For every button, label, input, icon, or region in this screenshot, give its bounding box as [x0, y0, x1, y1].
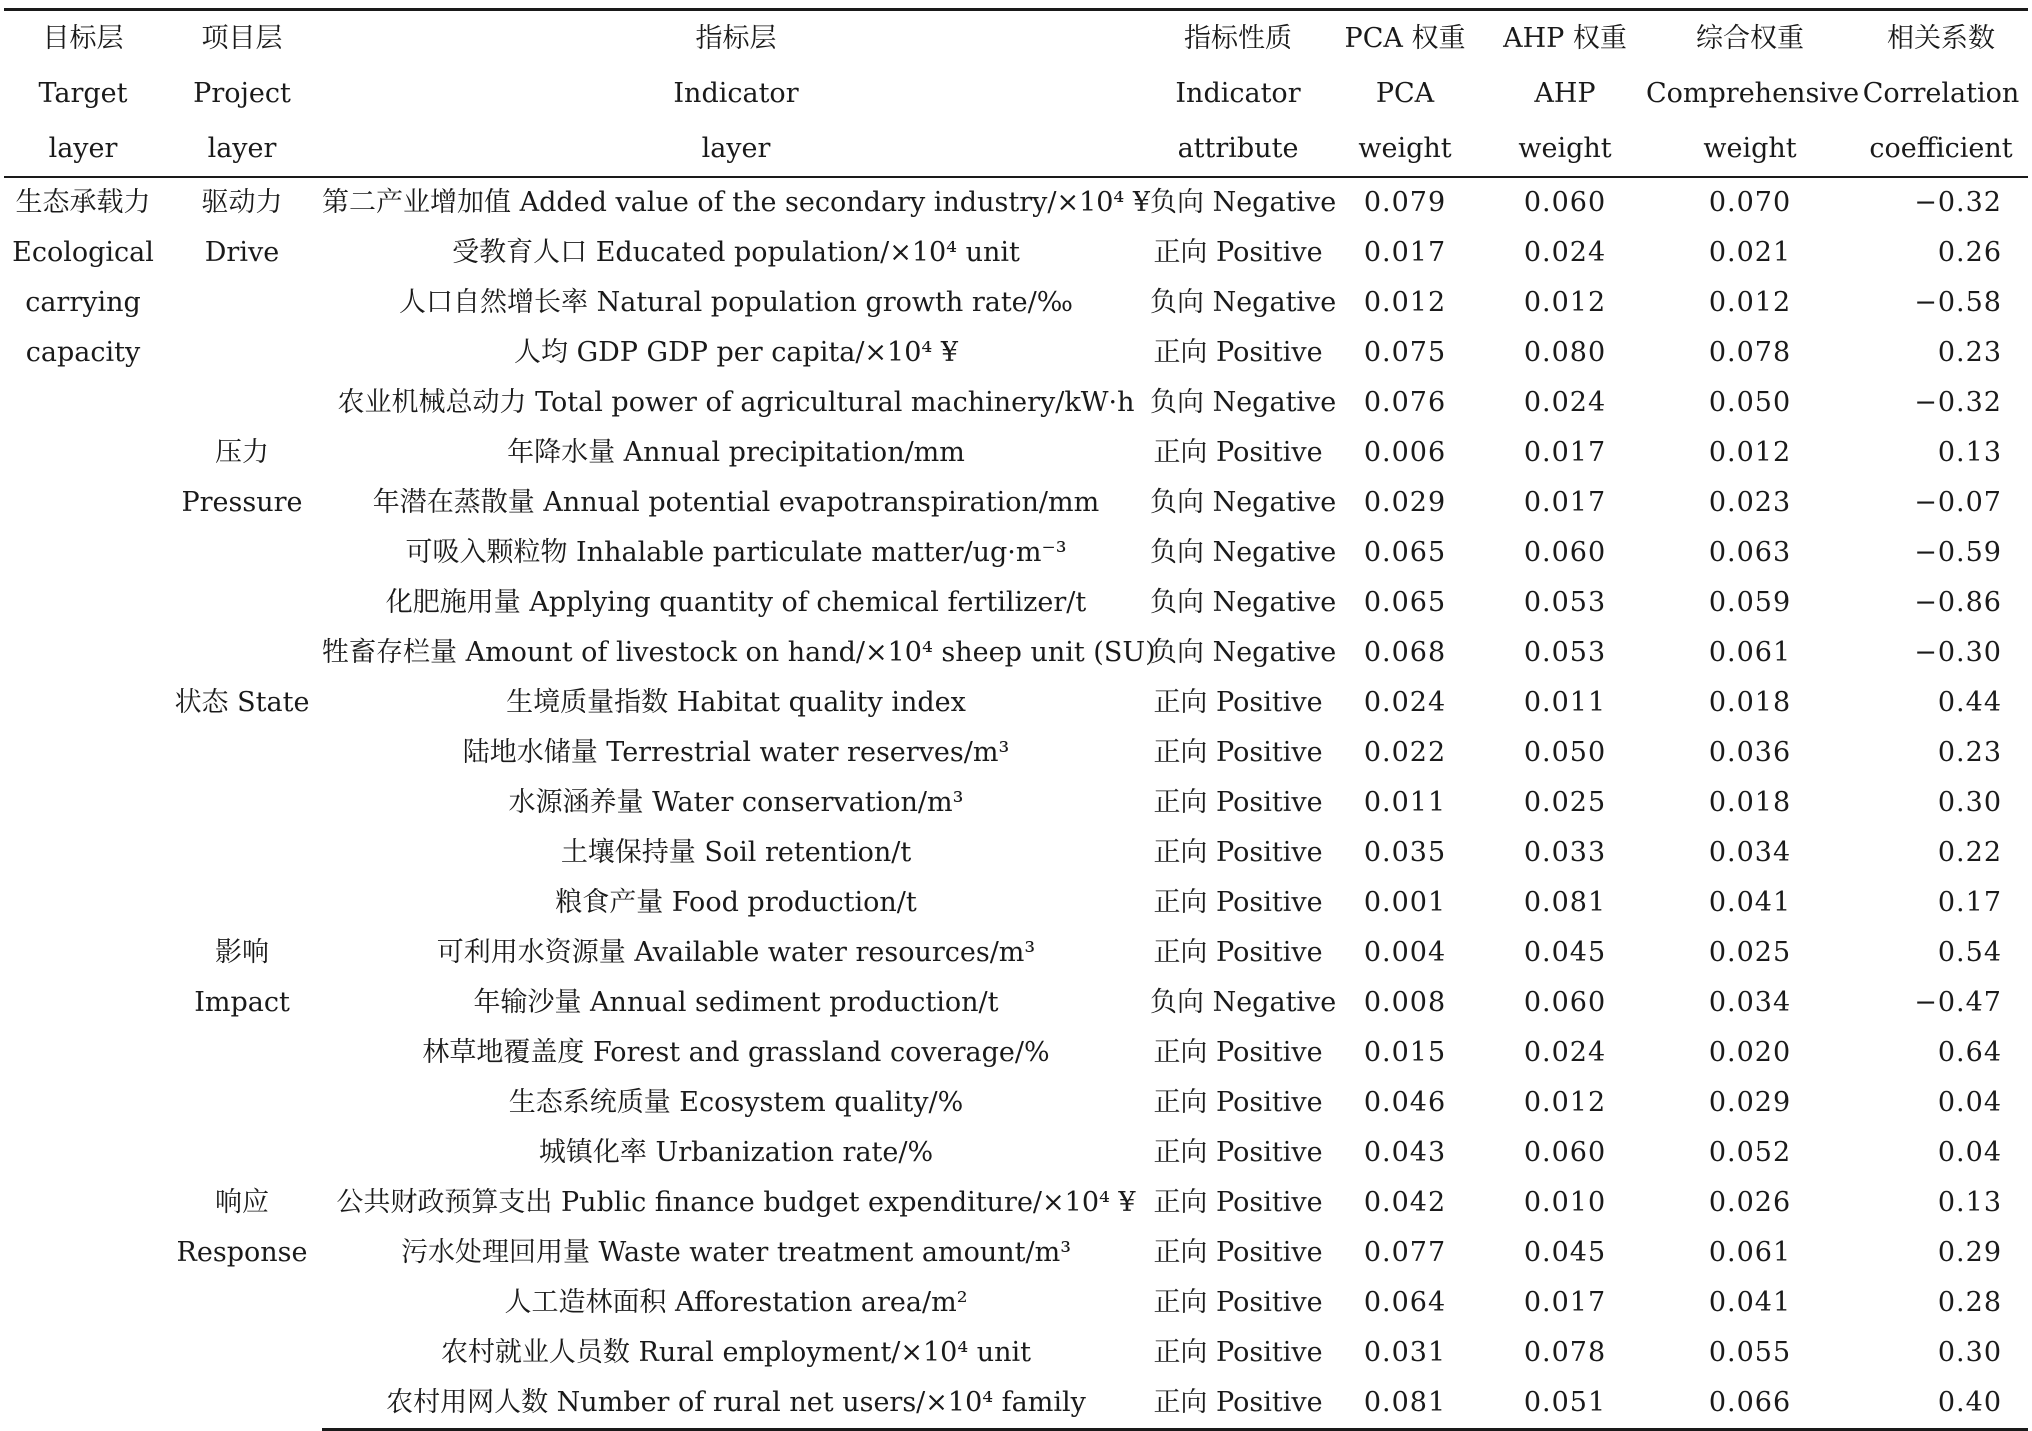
ahp-cell: 0.012 [1523, 287, 1607, 318]
correlation-cell: 0.04 [1937, 1137, 2002, 1168]
pca-cell: 0.031 [1363, 1337, 1447, 1368]
indicator-cell: 年输沙量 Annual sediment production/t [473, 987, 999, 1018]
header-ahp-weight: AHP 权重 AHP weight [1484, 10, 1646, 178]
header-comprehensive-weight: 综合权重 Comprehensive weight [1646, 10, 1854, 178]
pca-cell: 0.035 [1363, 837, 1447, 868]
indicator-cell: 林草地覆盖度 Forest and grassland coverage/% [422, 1037, 1050, 1068]
pca-cell: 0.077 [1363, 1237, 1447, 1268]
correlation-cell: 0.44 [1937, 687, 2002, 718]
indicator-cell: 年潜在蒸散量 Annual potential evapotranspiration/mm [372, 487, 1100, 518]
correlation-cell: 0.26 [1937, 237, 2002, 268]
ahp-cell: 0.017 [1523, 1287, 1607, 1318]
indicator-cell: 人口自然增长率 Natural population growth rate/‰ [399, 287, 1073, 318]
correlation-cell: 0.13 [1937, 437, 2002, 468]
correlation-cell: 0.40 [1854, 1378, 2028, 1430]
indicator-cell: 第二产业增加值 Added value of the secondary industry/×10⁴ ¥ [322, 187, 1151, 218]
attribute-cell: 正向 Positive [1153, 1137, 1323, 1168]
comprehensive-cell: 0.020 [1708, 1037, 1792, 1068]
indicator-cell: 可吸入颗粒物 Inhalable particulate matter/ug·m⁻³ [405, 537, 1067, 568]
comprehensive-cell: 0.034 [1708, 987, 1792, 1018]
attribute-cell: 正向 Positive [1153, 887, 1323, 918]
attribute-cell: 正向 Positive [1150, 1378, 1326, 1430]
indicator-cell: 农业机械总动力 Total power of agricultural machinery/kW·h [337, 387, 1135, 418]
attribute-cell: 正向 Positive [1153, 837, 1323, 868]
pca-cell: 0.065 [1363, 537, 1447, 568]
attribute-cell: 正向 Positive [1153, 437, 1323, 468]
correlation-cell: 0.23 [1937, 337, 2002, 368]
pca-cell: 0.076 [1363, 387, 1447, 418]
ahp-cell: 0.024 [1523, 237, 1607, 268]
ahp-cell: 0.045 [1523, 1237, 1607, 1268]
correlation-cell: 0.04 [1937, 1087, 2002, 1118]
indicator-weight-table [4, 8, 2028, 1431]
attribute-cell: 正向 Positive [1153, 1287, 1323, 1318]
correlation-cell: 0.22 [1937, 837, 2002, 868]
target-layer-cell: 生态承载力 Ecological carrying capacity [12, 187, 154, 368]
attribute-cell: 负向 Negative [1150, 587, 1337, 618]
project-pressure-cell: 压力 Pressure [181, 437, 303, 518]
indicator-cell: 人工造林面积 Afforestation area/m² [504, 1287, 968, 1318]
correlation-cell: 0.29 [1937, 1237, 2002, 1268]
ahp-cell: 0.060 [1523, 537, 1607, 568]
pca-cell: 0.079 [1363, 187, 1447, 218]
comprehensive-cell: 0.012 [1708, 437, 1792, 468]
pca-cell: 0.064 [1363, 1287, 1447, 1318]
indicator-cell: 生态系统质量 Ecosystem quality/% [508, 1087, 964, 1118]
attribute-cell: 正向 Positive [1153, 1237, 1323, 1268]
attribute-cell: 负向 Negative [1150, 537, 1337, 568]
comprehensive-cell: 0.070 [1708, 187, 1792, 218]
table-row [4, 177, 2028, 228]
attribute-cell: 正向 Positive [1153, 1187, 1323, 1218]
attribute-cell: 正向 Positive [1153, 237, 1323, 268]
ahp-cell: 0.060 [1523, 1137, 1607, 1168]
indicator-cell: 人均 GDP GDP per capita/×10⁴ ¥ [513, 337, 958, 368]
comprehensive-cell: 0.066 [1646, 1378, 1854, 1430]
comprehensive-cell: 0.041 [1708, 1287, 1792, 1318]
indicator-cell: 城镇化率 Urbanization rate/% [538, 1137, 934, 1168]
attribute-cell: 负向 Negative [1150, 637, 1337, 668]
indicator-cell: 水源涵养量 Water conservation/m³ [508, 787, 964, 818]
attribute-cell: 负向 Negative [1150, 987, 1337, 1018]
correlation-cell: 0.13 [1937, 1187, 2002, 1218]
attribute-cell: 正向 Positive [1153, 687, 1323, 718]
correlation-cell: −0.32 [1914, 387, 2002, 418]
attribute-cell: 正向 Positive [1153, 787, 1323, 818]
indicator-cell: 污水处理回用量 Waste water treatment amount/m³ [400, 1237, 1072, 1268]
ahp-cell: 0.080 [1523, 337, 1607, 368]
correlation-cell: 0.30 [1937, 1337, 2002, 1368]
header-pca-weight: PCA 权重 PCA weight [1326, 10, 1484, 178]
correlation-cell: 0.28 [1937, 1287, 2002, 1318]
pca-cell: 0.068 [1363, 637, 1447, 668]
comprehensive-cell: 0.052 [1708, 1137, 1792, 1168]
comprehensive-cell: 0.023 [1708, 487, 1792, 518]
pca-cell: 0.022 [1363, 737, 1447, 768]
indicator-cell: 可利用水资源量 Available water resources/m³ [436, 937, 1036, 968]
comprehensive-cell: 0.036 [1708, 737, 1792, 768]
comprehensive-cell: 0.061 [1708, 637, 1792, 668]
indicator-cell: 化肥施用量 Applying quantity of chemical fertilizer/t [385, 587, 1087, 618]
ahp-cell: 0.024 [1523, 387, 1607, 418]
pca-cell: 0.043 [1363, 1137, 1447, 1168]
indicator-cell: 陆地水储量 Terrestrial water reserves/m³ [462, 737, 1010, 768]
pca-cell: 0.015 [1363, 1037, 1447, 1068]
ahp-cell: 0.017 [1523, 487, 1607, 518]
attribute-cell: 负向 Negative [1150, 187, 1337, 218]
header-project-layer: 项目层 Project layer [162, 10, 322, 178]
indicator-cell: 土壤保持量 Soil retention/t [560, 837, 912, 868]
project-state-cell: 状态 State [174, 687, 310, 718]
comprehensive-cell: 0.078 [1708, 337, 1792, 368]
comprehensive-cell: 0.018 [1708, 687, 1792, 718]
comprehensive-cell: 0.026 [1708, 1187, 1792, 1218]
pca-cell: 0.065 [1363, 587, 1447, 618]
correlation-cell: −0.07 [1914, 487, 2002, 518]
ahp-cell: 0.060 [1523, 987, 1607, 1018]
indicator-cell: 受教育人口 Educated population/×10⁴ unit [452, 237, 1020, 268]
comprehensive-cell: 0.018 [1708, 787, 1792, 818]
ahp-cell: 0.081 [1523, 887, 1607, 918]
indicator-cell: 公共财政预算支出 Public finance budget expenditure/×10⁴ ¥ [336, 1187, 1136, 1218]
indicator-cell: 农村就业人员数 Rural employment/×10⁴ unit [440, 1337, 1032, 1368]
indicator-cell: 年降水量 Annual precipitation/mm [507, 437, 965, 468]
table-body [4, 177, 2028, 1430]
table-row [4, 1178, 2028, 1228]
ahp-cell: 0.051 [1484, 1378, 1646, 1430]
header-target-layer: 目标层 Target layer [4, 10, 162, 178]
attribute-cell: 负向 Negative [1150, 387, 1337, 418]
comprehensive-cell: 0.012 [1708, 287, 1792, 318]
header-indicator-attribute: 指标性质 Indicator attribute [1150, 10, 1326, 178]
ahp-cell: 0.078 [1523, 1337, 1607, 1368]
project-impact-cell: 影响 Impact [194, 937, 290, 1018]
pca-cell: 0.011 [1363, 787, 1447, 818]
correlation-cell: −0.30 [1914, 637, 2002, 668]
ahp-cell: 0.012 [1523, 1087, 1607, 1118]
pca-cell: 0.017 [1363, 237, 1447, 268]
comprehensive-cell: 0.021 [1708, 237, 1792, 268]
correlation-cell: −0.47 [1914, 987, 2002, 1018]
comprehensive-cell: 0.059 [1708, 587, 1792, 618]
pca-cell: 0.042 [1363, 1187, 1447, 1218]
correlation-cell: −0.32 [1914, 187, 2002, 218]
table-row [4, 678, 2028, 728]
attribute-cell: 正向 Positive [1153, 737, 1323, 768]
attribute-cell: 正向 Positive [1153, 937, 1323, 968]
attribute-cell: 正向 Positive [1153, 337, 1323, 368]
pca-cell: 0.006 [1363, 437, 1447, 468]
ahp-cell: 0.050 [1523, 737, 1607, 768]
correlation-cell: 0.23 [1937, 737, 2002, 768]
table-row [4, 428, 2028, 478]
indicator-cell: 生境质量指数 Habitat quality index [506, 687, 966, 718]
pca-cell: 0.008 [1363, 987, 1447, 1018]
ahp-cell: 0.045 [1523, 937, 1607, 968]
comprehensive-cell: 0.061 [1708, 1237, 1792, 1268]
indicator-cell: 农村用网人数 Number of rural net users/×10⁴ family [322, 1378, 1150, 1430]
indicator-cell: 牲畜存栏量 Amount of livestock on hand/×10⁴ sheep unit (SU) [322, 637, 1156, 668]
comprehensive-cell: 0.041 [1708, 887, 1792, 918]
correlation-cell: 0.30 [1937, 787, 2002, 818]
ahp-cell: 0.053 [1523, 587, 1607, 618]
attribute-cell: 正向 Positive [1153, 1037, 1323, 1068]
attribute-cell: 正向 Positive [1153, 1337, 1323, 1368]
comprehensive-cell: 0.050 [1708, 387, 1792, 418]
pca-cell: 0.024 [1363, 687, 1447, 718]
document-page [4, 8, 2028, 1431]
pca-cell: 0.046 [1363, 1087, 1447, 1118]
header-correlation-coefficient: 相关系数 Correlation coefficient [1854, 10, 2028, 178]
comprehensive-cell: 0.055 [1708, 1337, 1792, 1368]
ahp-cell: 0.025 [1523, 787, 1607, 818]
project-response-cell: 响应 Response [176, 1187, 308, 1268]
correlation-cell: 0.17 [1937, 887, 2002, 918]
project-drive-cell: 驱动力 Drive [201, 187, 283, 268]
table-row [4, 928, 2028, 978]
pca-cell: 0.004 [1363, 937, 1447, 968]
comprehensive-cell: 0.025 [1708, 937, 1792, 968]
pca-cell: 0.081 [1326, 1378, 1484, 1430]
correlation-cell: −0.59 [1914, 537, 2002, 568]
correlation-cell: −0.86 [1914, 587, 2002, 618]
indicator-cell: 粮食产量 Food production/t [555, 887, 917, 918]
ahp-cell: 0.017 [1523, 437, 1607, 468]
attribute-cell: 负向 Negative [1150, 487, 1337, 518]
comprehensive-cell: 0.029 [1708, 1087, 1792, 1118]
comprehensive-cell: 0.034 [1708, 837, 1792, 868]
attribute-cell: 正向 Positive [1153, 1087, 1323, 1118]
ahp-cell: 0.011 [1523, 687, 1607, 718]
pca-cell: 0.075 [1363, 337, 1447, 368]
header-indicator-layer: 指标层 Indicator layer [322, 10, 1150, 178]
ahp-cell: 0.053 [1523, 637, 1607, 668]
comprehensive-cell: 0.063 [1708, 537, 1792, 568]
correlation-cell: 0.64 [1937, 1037, 2002, 1068]
pca-cell: 0.029 [1363, 487, 1447, 518]
ahp-cell: 0.024 [1523, 1037, 1607, 1068]
pca-cell: 0.001 [1363, 887, 1447, 918]
table-header [4, 10, 2028, 178]
correlation-cell: −0.58 [1914, 287, 2002, 318]
ahp-cell: 0.010 [1523, 1187, 1607, 1218]
correlation-cell: 0.54 [1937, 937, 2002, 968]
attribute-cell: 负向 Negative [1150, 287, 1337, 318]
pca-cell: 0.012 [1363, 287, 1447, 318]
ahp-cell: 0.033 [1523, 837, 1607, 868]
ahp-cell: 0.060 [1523, 187, 1607, 218]
